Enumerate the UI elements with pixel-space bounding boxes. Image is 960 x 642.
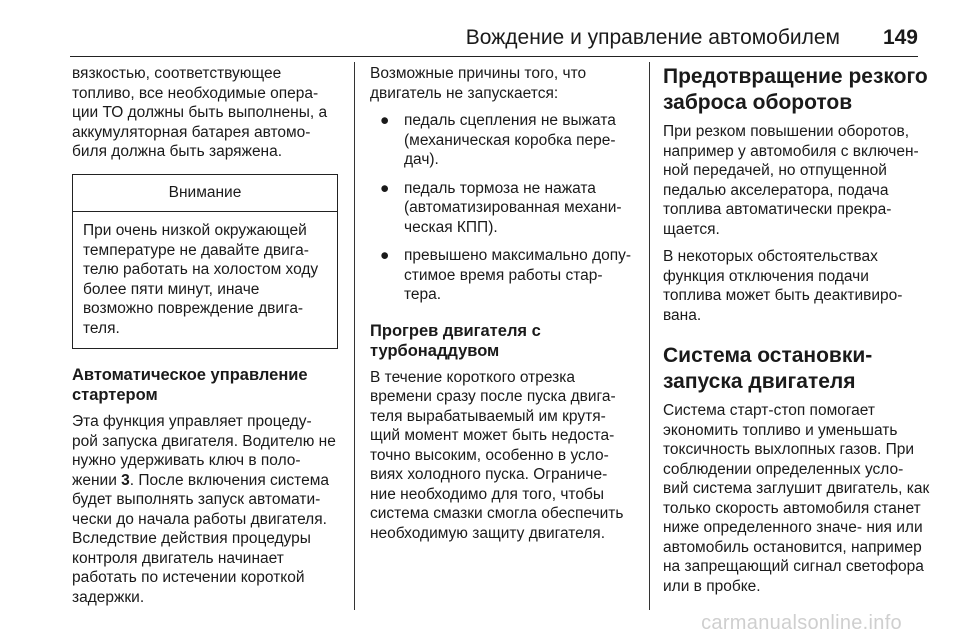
- column-3: [663, 64, 931, 604]
- stop-start-paragraph: Система старт-стоп помогает экономить топливо и уменьшать токсичность выхлопных газов. При соблюдении определенных усло- вий система заглушит двигатель, как только скорость автомобиля станет ниже определенного значе- ния или автомобиль остановится, например на запрещающий сигнал светофора или в пробке.: [663, 402, 930, 595]
- key-position: 3: [121, 471, 130, 489]
- overrev-paragraph-2: В некоторых обстоятельствах функция отключения подачи топлива может быть деактивиро- вана.: [663, 248, 903, 324]
- list-item: ● превышено максимально допу- стимое время работы стар- тера.: [380, 247, 632, 303]
- intro-paragraph: вязкостью, соответствующее топливо, все необходимые опера- ции ТО должны быть выполнены, а аккумуляторная батарея автомо- биля должна быть заряжена.: [72, 65, 328, 160]
- header-rule: [70, 56, 918, 57]
- page-header: [0, 0, 960, 56]
- column-divider-right: [649, 62, 650, 610]
- notice-title: Внимание: [73, 175, 337, 213]
- column-divider-left: [354, 62, 355, 610]
- column-2: [370, 64, 636, 551]
- column-1: [72, 64, 338, 615]
- notice-box: [72, 174, 338, 350]
- heading-overrev: Предотвращение резкого заброса оборотов: [663, 65, 928, 114]
- section-heading-autostart: Автоматическое управление стартером: [72, 366, 308, 404]
- page-footer: [0, 612, 960, 642]
- page-number: 149: [882, 26, 918, 49]
- causes-intro: Возможные причины того, что двигатель не запускается:: [370, 65, 587, 102]
- list-item: ● педаль сцепления не выжата (механическая коробка пере- дач).: [380, 112, 616, 168]
- overrev-paragraph-1: При резком повышении оборотов, например у автомобиля с включен- ной передачей, но отпущенной педалью акселератора, подача топлива автоматически прекра- щается.: [663, 123, 919, 238]
- heading-stop-start: Система остановки- запуска двигателя: [663, 344, 873, 393]
- notice-body: При очень низкой окружающей температуре не давайте двига- телю работать на холостом ходу более пяти минут, иначе возможно повреждение двига- теля.: [83, 222, 319, 337]
- list-item: ● педаль тормоза не нажата (автоматизированная механи- ческая КПП).: [380, 179, 622, 236]
- autostart-paragraph: [72, 412, 338, 607]
- running-title: Вождение и управление автомобилем: [465, 26, 840, 49]
- watermark: carmanualsonline.info: [701, 612, 902, 634]
- autostart-text-a: Эта функция управляет процеду- рой запуска двигателя. Водителю не нужно удерживать ключ в поло- жении: [72, 413, 336, 489]
- bullet-icon: ●: [380, 112, 390, 129]
- bullet-icon: ●: [380, 247, 390, 264]
- causes-list: [370, 111, 636, 305]
- autostart-text-b: . После включения система будет выполнять запуск автомати- чески до начала работы двигателя. Вследствие действия процедуры контроля двигатель начинает работать по истечении короткой задержки.: [72, 471, 330, 606]
- turbo-paragraph: В течение короткого отрезка времени сразу после пуска двига- теля вырабатываемый им крутя- щий момент может быть недоста- точно высоким, особенно в усло- виях холодного пуска. Ограниче- ние необходимо для того, чтобы система смазки смогла обеспечить необходимую защиту двигателя.: [370, 368, 624, 542]
- bullet-icon: ●: [380, 179, 390, 197]
- section-heading-turbo: Прогрев двигателя с турбонаддувом: [370, 321, 541, 360]
